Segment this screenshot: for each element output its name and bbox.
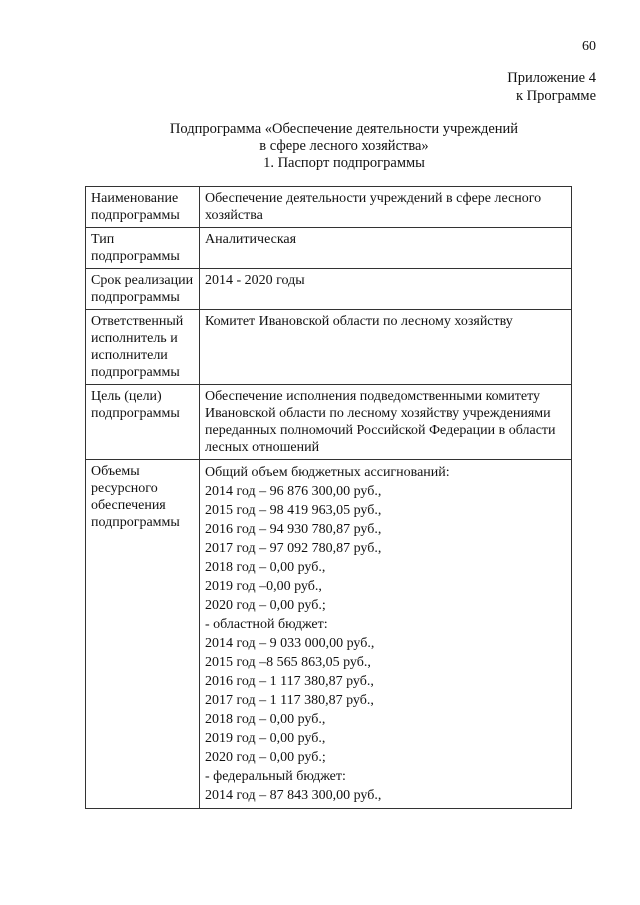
budget-line: 2014 год – 96 876 300,00 руб., [205, 484, 382, 499]
budget-line: 2018 год – 0,00 руб., [205, 560, 326, 575]
budget-line: 2020 год – 0,00 руб.; [205, 750, 326, 765]
budget-line: 2019 год – 0,00 руб., [205, 731, 326, 746]
resources-value [200, 460, 572, 809]
appendix-line-1: Приложение 4 [507, 70, 596, 86]
row-value: 2014 - 2020 годы [200, 269, 572, 310]
row-value: Обеспечение деятельности учреждений в сфере лесного хозяйства [200, 187, 572, 228]
budget-line: Общий объем бюджетных ассигнований: [205, 465, 450, 480]
title-line-1: Подпрограмма «Обеспечение деятельности учреждений [169, 121, 519, 137]
appendix-note [507, 69, 596, 105]
row-label: Срок реализации подпрограммы [86, 269, 200, 310]
page-number: 60 [582, 39, 596, 54]
table-row [86, 228, 572, 269]
row-label: Тип подпрограммы [86, 228, 200, 269]
table-row [86, 187, 572, 228]
row-value: Аналитическая [200, 228, 572, 269]
row-label: Объемы ресурсного обеспечения подпрограммы [86, 460, 200, 809]
budget-line: 2015 год – 98 419 963,05 руб., [205, 503, 382, 518]
table-row [86, 385, 572, 460]
table-row [86, 310, 572, 385]
budget-line: 2014 год – 87 843 300,00 руб., [205, 788, 382, 803]
row-value: Обеспечение исполнения подведомственными комитету Ивановской области по лесному хозяйству учреждениями переданных полномочий Российской Федерации в области лесных отношений [200, 385, 572, 460]
table-row [86, 269, 572, 310]
appendix-line-2: к Программе [515, 88, 596, 104]
row-label: Ответственный исполнитель и исполнители подпрограммы [86, 310, 200, 385]
table-row [86, 460, 572, 809]
budget-line: 2016 год – 94 930 780,87 руб., [205, 522, 382, 537]
title-line-3: 1. Паспорт подпрограммы [263, 155, 425, 171]
budget-line: 2020 год – 0,00 руб.; [205, 598, 326, 613]
budget-line: 2018 год – 0,00 руб., [205, 712, 326, 727]
row-label: Цель (цели) подпрограммы [86, 385, 200, 460]
budget-line: - областной бюджет: [205, 617, 328, 632]
row-label: Наименование подпрограммы [86, 187, 200, 228]
budget-line: 2017 год – 1 117 380,87 руб., [205, 693, 374, 708]
passport-table [85, 186, 572, 809]
row-value: Комитет Ивановской области по лесному хозяйству [200, 310, 572, 385]
title-line-2: в сфере лесного хозяйства» [259, 138, 429, 154]
budget-line: - федеральный бюджет: [205, 769, 346, 784]
budget-line: 2016 год – 1 117 380,87 руб., [205, 674, 374, 689]
budget-line: 2015 год –8 565 863,05 руб., [205, 655, 371, 670]
budget-line: 2019 год –0,00 руб., [205, 579, 322, 594]
budget-line: 2017 год – 97 092 780,87 руб., [205, 541, 382, 556]
budget-line: 2014 год – 9 033 000,00 руб., [205, 636, 375, 651]
subprogram-title [0, 121, 640, 172]
